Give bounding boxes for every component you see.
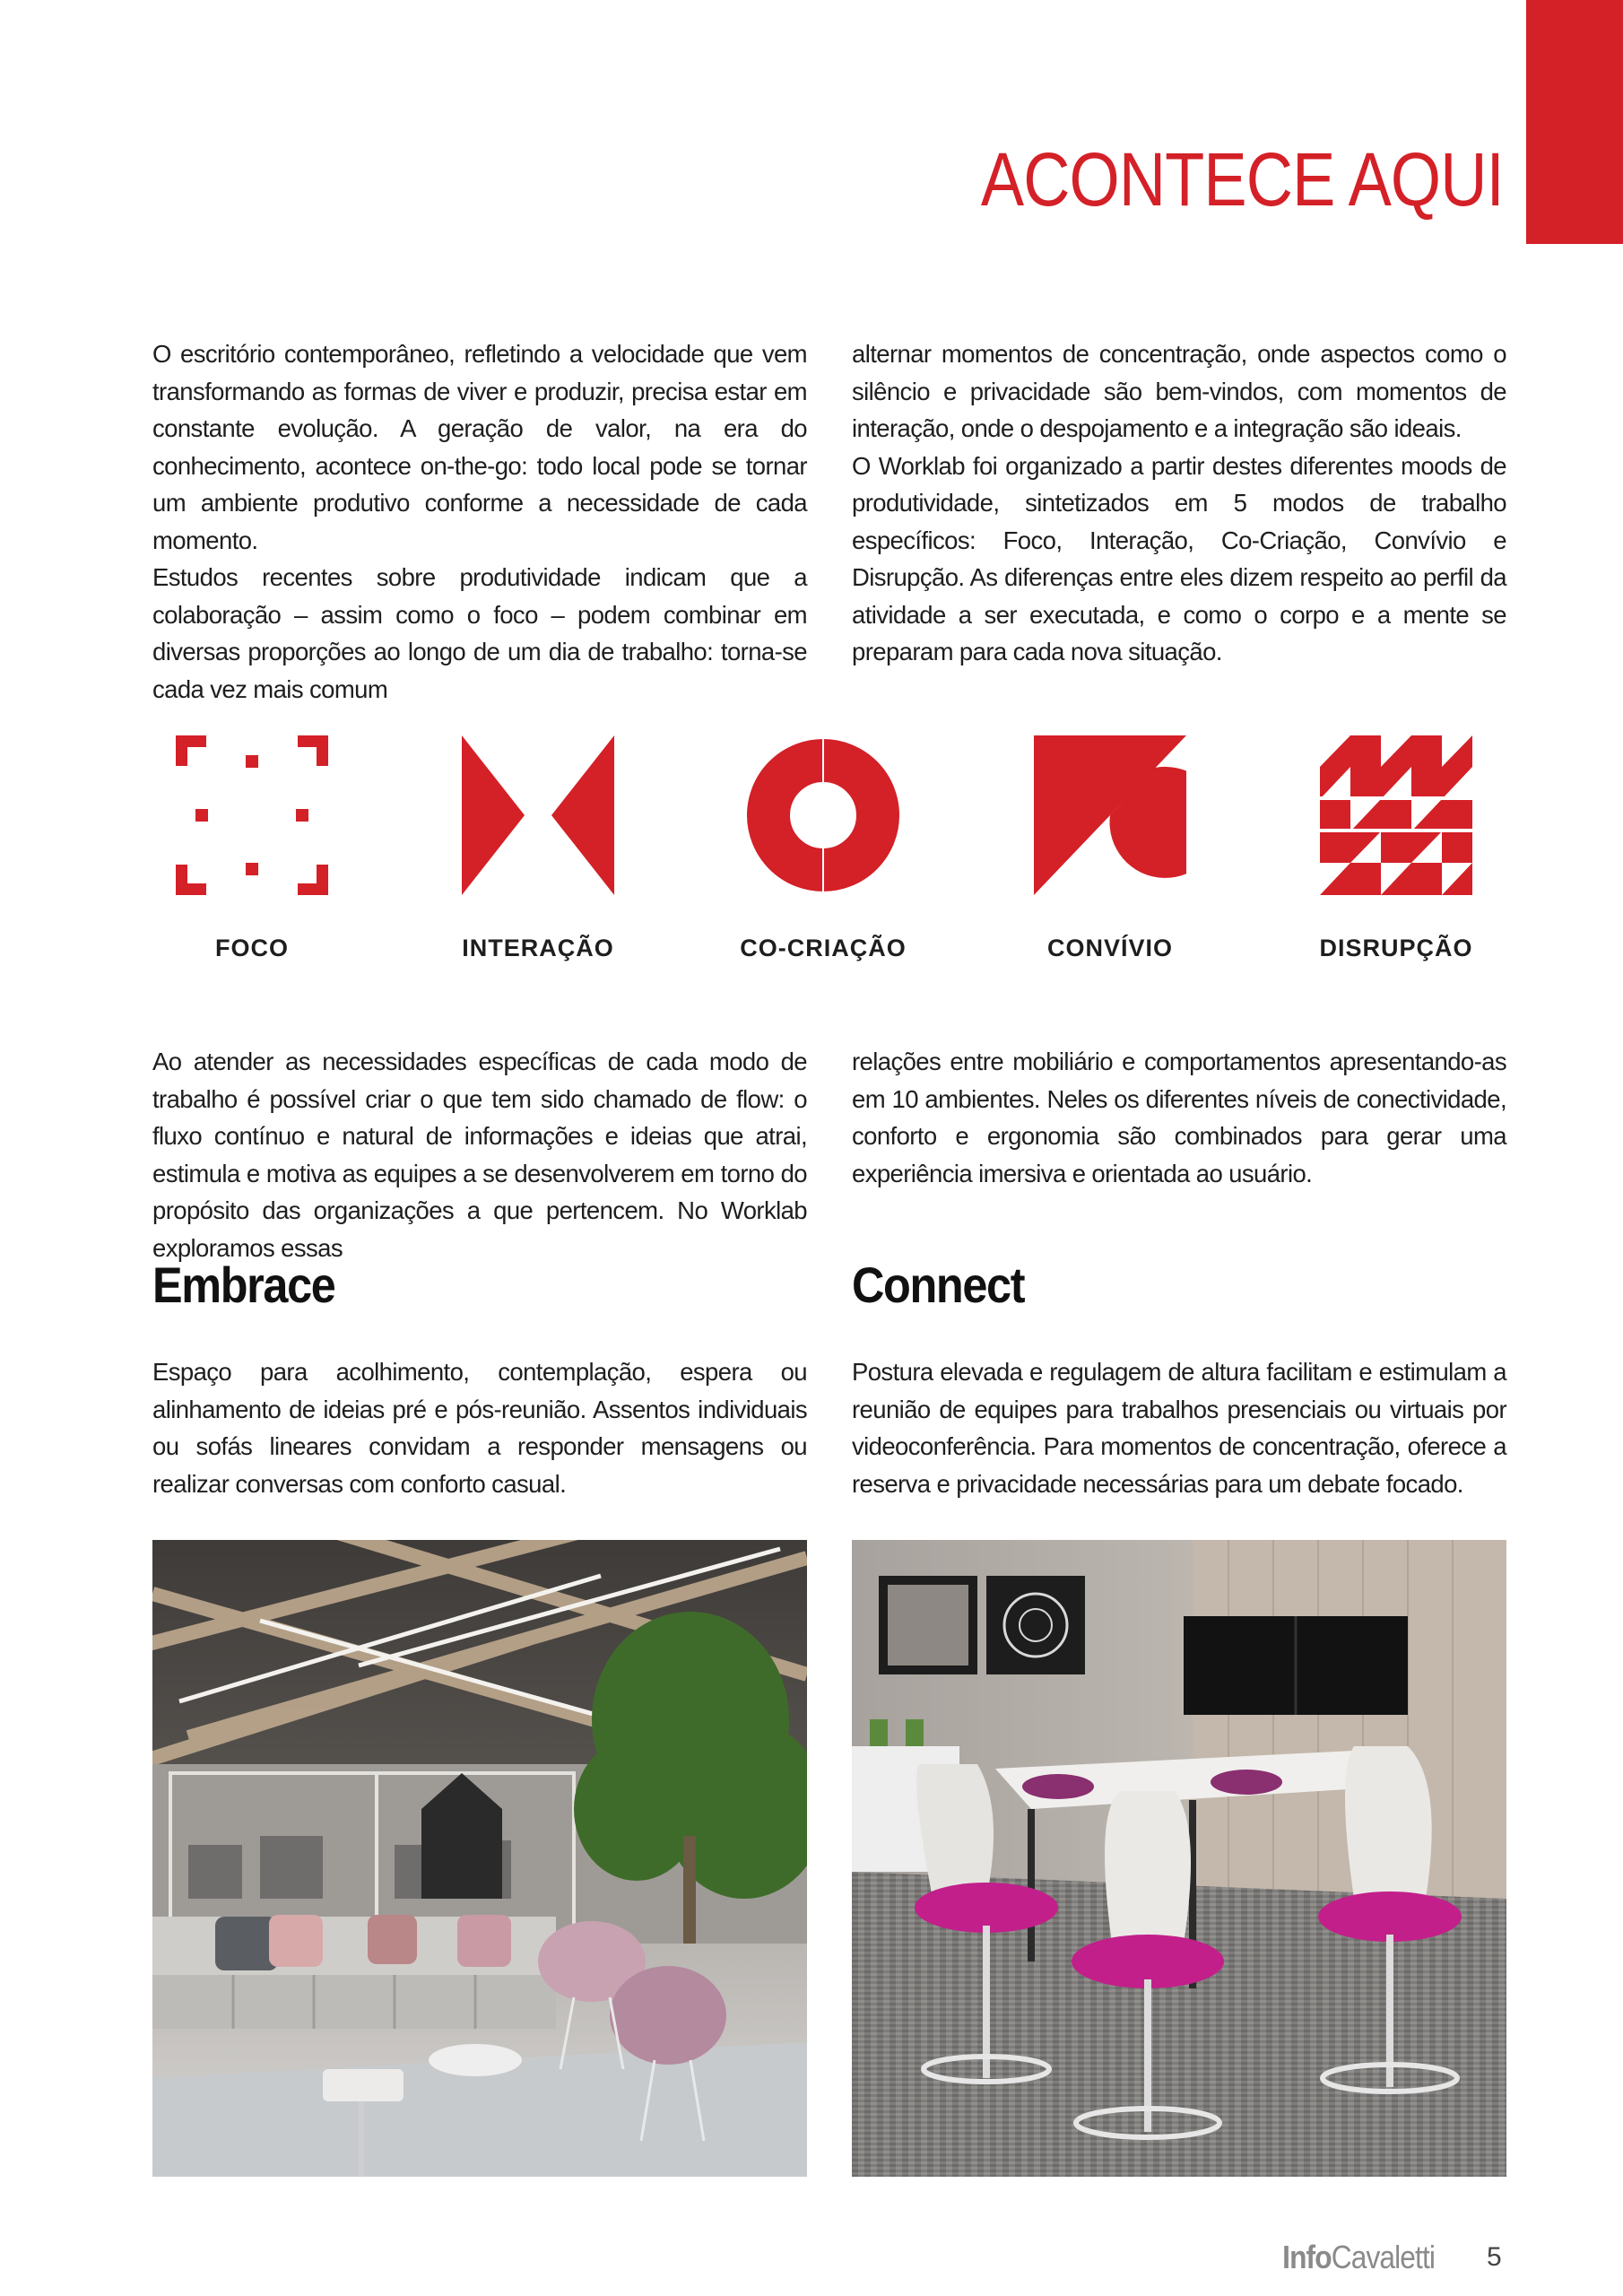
mode-label-interacao: INTERAÇÃO <box>462 935 614 961</box>
connect-text: Postura elevada e regulagem de altura facilitam e estimulam a reunião de equipes para trabalhos presenciais ou virtuais por videoconferência. Para momentos de concentração, oferece a reserva e privacidade necessárias para um debate focado. <box>852 1358 1506 1498</box>
flow-right-column <box>852 1043 1506 1192</box>
footer-brand <box>1282 2239 1435 2276</box>
embrace-description <box>152 1353 807 1502</box>
embrace-photo <box>152 1540 807 2177</box>
page-title: ACONTECE AQUI <box>981 137 1504 222</box>
mode-label-foco: FOCO <box>215 935 289 961</box>
connect-description <box>852 1353 1506 1502</box>
intro-left-column <box>152 335 807 708</box>
co-criacao-icon <box>747 735 899 895</box>
page-number: 5 <box>1487 2242 1502 2272</box>
foco-icon <box>176 735 328 895</box>
embrace-text: Espaço para acolhimento, contemplação, espera ou alinhamento de ideias pré e pós-reunião. Assentos individuais ou sofás lineares convidam a responder mensagens ou realizar conversas com conforto casual. <box>152 1358 807 1498</box>
convivio-icon <box>1034 735 1186 895</box>
interacao-icon <box>462 735 614 895</box>
flow-paragraph: Ao atender as necessidades específicas de cada modo de trabalho é possível criar o que tem sido chamado de flow: o fluxo contínuo e natural de informações e ideias que atrai, estimula e motiva as equipes a se desenvolverem em torno do propósito das organizações a que pertencem. No Worklab exploramos essas <box>152 1048 807 1262</box>
flow-left-column <box>152 1043 807 1266</box>
intro-paragraph: O Worklab foi organizado a partir destes diferentes moods de produtividade, sintetizados em 5 modos de trabalho específicos: Foco, Interação, Co-Criação, Convívio e Disrupção. As diferenças entre eles dizem respeito ao perfil da atividade a ser executada, e como o corpo e a mente se preparam para cada nova situação. <box>852 451 1506 665</box>
intro-paragraph: O escritório contemporâneo, refletindo a velocidade que vem transformando as formas de viver e produzir, precisa estar em constante evolução. A geração de valor, na era do conhecimento, acontece on-the-go: todo local pode se tornar um ambiente produtivo conforme a necessidade de cada momento. <box>152 340 807 554</box>
mode-label-convivio: CONVÍVIO <box>1046 935 1174 961</box>
brand-info: Info <box>1282 2239 1332 2275</box>
connect-photo <box>852 1540 1506 2177</box>
red-corner-tab <box>1526 0 1623 244</box>
connect-heading: Connect <box>852 1257 1025 1313</box>
disrupcao-icon <box>1320 735 1472 895</box>
intro-paragraph: alternar momentos de concentração, onde aspectos como o silêncio e privacidade são bem-vindos, com momentos de interação, onde o despojamento e a integração são ideais. <box>852 340 1506 442</box>
brand-cavaletti: Cavaletti <box>1331 2239 1435 2275</box>
intro-paragraph: Estudos recentes sobre produtividade indicam que a colaboração – assim como o foco – podem combinar em diversas proporções ao longo de um dia de trabalho: torna-se cada vez mais comum <box>152 563 807 703</box>
mode-label-disrupcao: DISRUPÇÃO <box>1319 935 1473 961</box>
intro-right-column <box>852 335 1506 671</box>
mode-label-co-criacao: CO-CRIAÇÃO <box>740 935 907 961</box>
flow-paragraph: relações entre mobiliário e comportamentos apresentando-as em 10 ambientes. Neles os diferentes níveis de conectividade, conforto e ergonomia são combinados para gerar uma experiência imersiva e orientada ao usuário. <box>852 1048 1506 1187</box>
embrace-heading: Embrace <box>152 1257 335 1313</box>
